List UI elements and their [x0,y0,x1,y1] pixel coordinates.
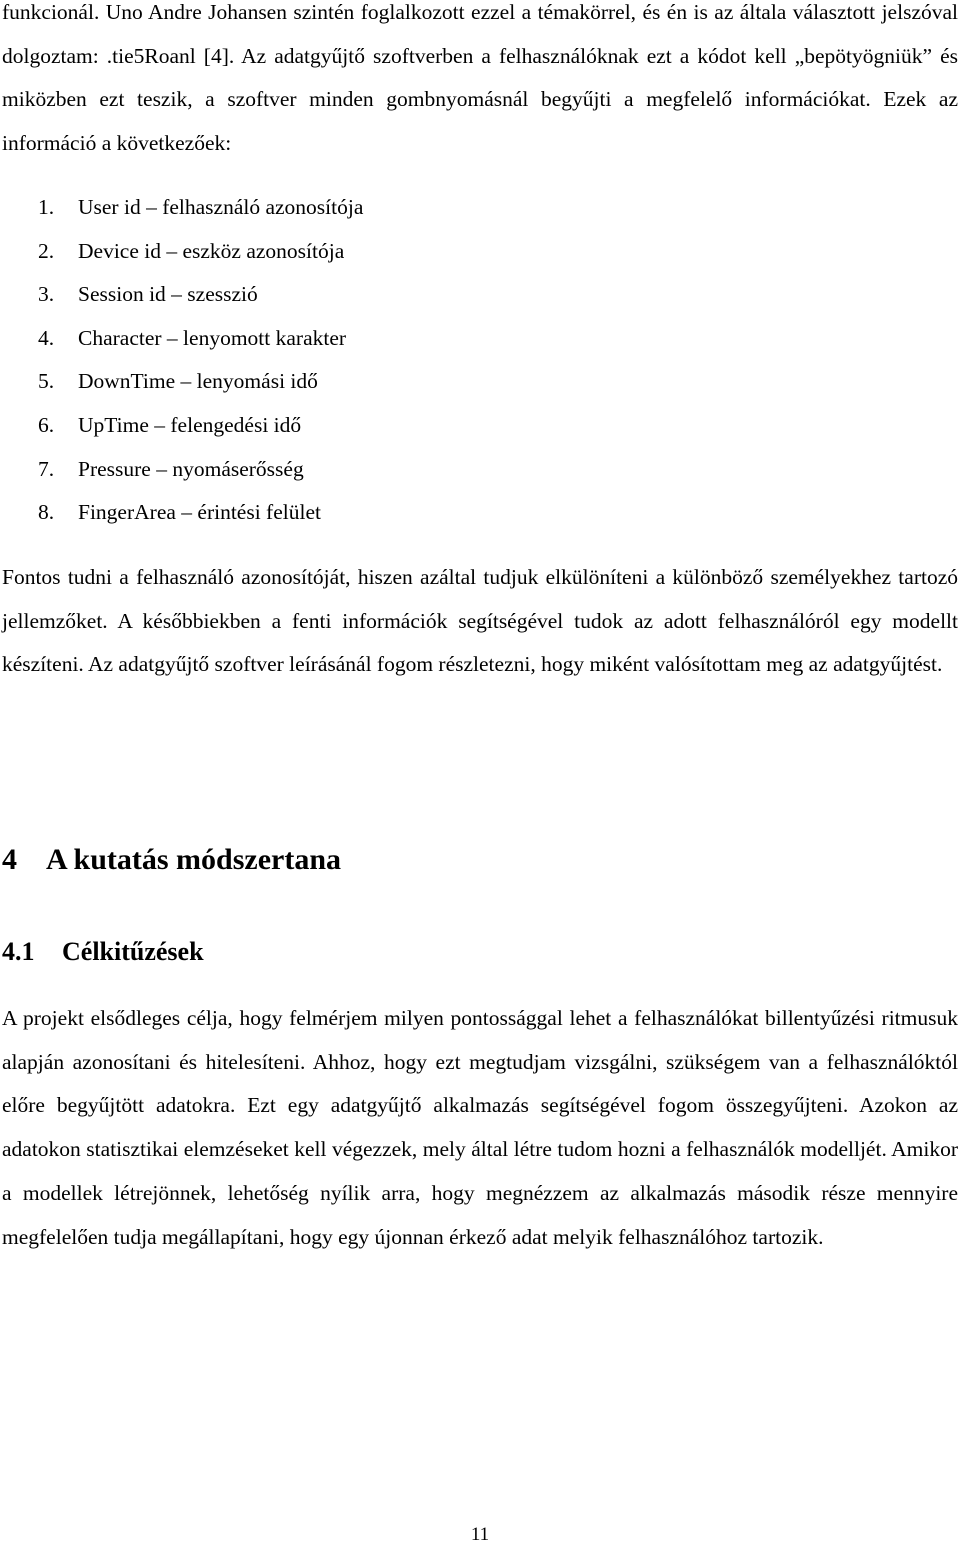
intro-paragraph: funkcionál. Uno Andre Johansen szintén foglalkozott ezzel a témakörrel, és én is az általa választott jelszóval dolgoztam: .tie5Roanl [4]. Az adatgyűjtő szoftverben a felhasználóknak ezt a kódot kell „bepötyögniük” és miközben ezt teszik, a szoftver minden gombnyomásnál begyűjti a megfelelő információkat. Ezek az információ a következőek: [2,0,958,156]
list-item-number: 1. [38,195,55,219]
list-item [38,448,363,492]
list-item-text: Character – lenyomott karakter [78,325,347,350]
section-number: 4 [2,843,17,876]
page-number: 11 [470,1524,490,1545]
body-paragraph: Fontos tudni a felhasználó azonosítóját, hiszen azáltal tudjuk elkülöníteni a különböző személyekhez tartozó jellemzőket. A későbbiekben a fenti információk segítségével tudok az adott felhasználóról egy modellt készíteni. Az adatgyűjtő szoftver leírásánál fogom részletezni, hogy miként valósítottam meg az adatgyűjtést. [2,565,958,677]
subsection-number: 4.1 [2,937,35,966]
list-item-text: FingerArea – érintési felület [78,500,321,525]
list-item-number: 2. [38,238,55,263]
list-item-text: DownTime – lenyomási idő [78,369,318,394]
list-item [38,317,363,361]
list-item-number: 8. [38,500,55,525]
list-item-number: 5. [38,369,55,394]
list-item [38,360,363,404]
list-item-number: 3. [38,282,55,307]
list-item-number: 6. [38,412,55,437]
info-list [38,186,363,535]
list-item-text: User id – felhasználó azonosítója [78,195,364,219]
list-item [38,273,363,317]
list-item-number: 4. [38,325,55,350]
list-item-text: Pressure – nyomáserősség [78,456,304,481]
list-item-text: Device id – eszköz azonosítója [78,238,345,263]
list-item-text: Session id – szesszió [78,282,258,307]
section-heading [2,836,341,884]
subsection-title: Célkitűzések [62,937,204,966]
section-title: A kutatás módszertana [46,843,342,876]
list-item [38,230,363,274]
body-paragraph: A projekt elsődleges célja, hogy felmérjem milyen pontossággal lehet a felhasználókat billentyűzési ritmusuk alapján azonosítani és hitelesíteni. Ahhoz, hogy ezt megtudjam vizsgálni, szükségem van a felhasználóktól előre begyűjtött adatokra. Ezt egy adatgyűjtő alkalmazás segítségével fogom összegyűjteni. Azokon az adatokon statisztikai elemzéseket kell végezzek, mely által létre tudom hozni a felhasználók modelljét. Amikor a modellek létrejönnek, lehetőség nyílik arra, hogy megnézzem az alkalmazás második része mennyire megfelelően tudja megállapítani, hogy egy újonnan érkező adat melyik felhasználóhoz tartozik. [2,1006,958,1249]
subsection-heading [2,930,204,974]
list-item-number: 7. [38,456,55,481]
list-item [38,186,363,230]
list-item-text: UpTime – felengedési idő [78,412,302,437]
list-item [38,491,363,535]
list-item [38,404,363,448]
